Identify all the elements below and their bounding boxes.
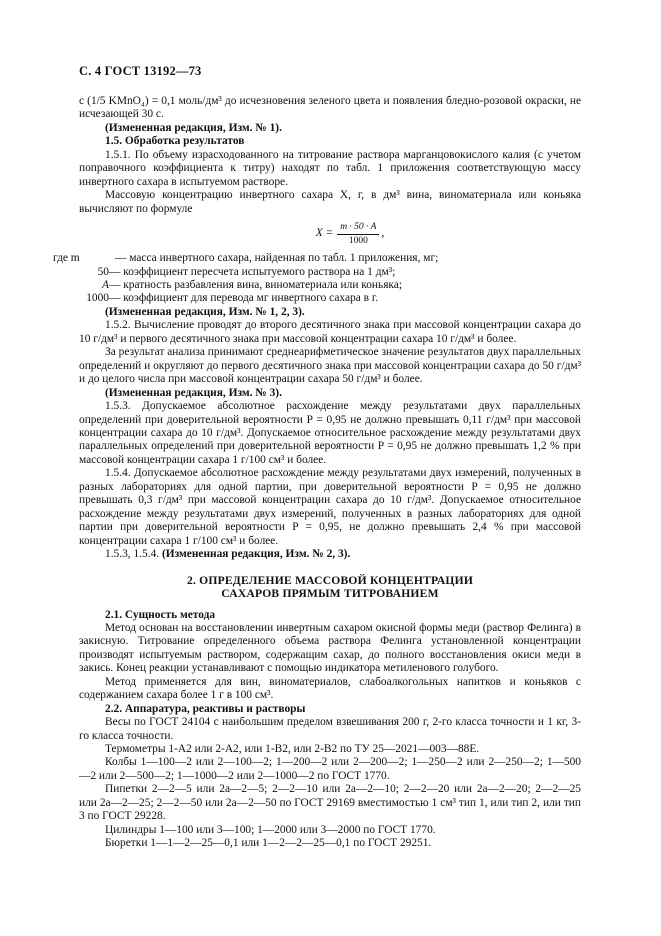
paragraph: Весы по ГОСТ 24104 с наибольшим пределом взвешивания 200 г, 2-го класса точности и 1 кг, 3-го класса точности.: [79, 716, 581, 742]
paragraph: Цилиндры 1—100 или 3—100; 1—2000 или 3—2000 по ГОСТ 1770.: [105, 823, 436, 836]
paragraph: Колбы 1—100—2 или 2—100—2; 1—200—2 или 2—200—2; 1—250—2 или 2—250—2; 1—500—2 или 2—500—2; 1—1000—2 или 2—1000—2 по ГОСТ 1770.: [79, 756, 581, 782]
legend-symbol: где m: [53, 252, 80, 265]
subsection-heading: 2.1. Сущность метода: [105, 608, 216, 621]
page-header: С. 4 ГОСТ 13192—73: [79, 64, 202, 78]
paragraph: Термометры 1-А2 или 2-А2, или 1-В2, или 2-В2 по ТУ 25—2021—003—88Е.: [105, 743, 480, 756]
section-title-line-2: САХАРОВ ПРЯМЫМ ТИТРОВАНИЕМ: [221, 587, 439, 600]
legend-text: — кратность разбавления вина, виноматериала или коньяка;: [109, 278, 403, 291]
legend-symbol: A: [102, 278, 109, 291]
legend-symbol: 1000: [86, 292, 109, 305]
amendment-note: (Измененная редакция, Изм. № 2, 3).: [161, 548, 351, 561]
formula-denominator: 1000: [348, 235, 368, 246]
subsection-heading: 1.5. Обработка результатов: [105, 135, 245, 148]
paragraph: 1.5.2. Вычисление проводят до второго десятичного знака при массовой концентрации сахара до 10 г/дм³ и первого десятичного знака при массовой концентрации сахара 10 г/дм³ и более.: [79, 319, 581, 345]
paragraph: Пипетки 2—2—5 или 2а—2—5; 2—2—10 или 2а—2—10; 2—2—20 или 2а—2—20; 2—2—25 или 2а—2—25; 2—2—50 или 2а—2—50 по ГОСТ 29169 вместимостью 1 см³ тип 1, или тип 2, или тип 3 по ГОСТ 29228.: [79, 783, 581, 823]
paragraph: Метод основан на восстановлении инвертным сахаром окисной формы меди (раствор Фелинга) в закисную. Титрование определенного объема раствора Фелинга установленной концентрации производят испытуемым раствором, содержащим сахар, до полного восстановления окиси меди в закись. Конец реакции устанавливают с помощью индикатора метиленового голубого.: [79, 621, 581, 675]
formula: [79, 218, 581, 250]
legend-text: — масса инвертного сахара, найденная по табл. 1 приложения, мг;: [115, 252, 439, 265]
paragraph: 1.5.4. Допускаемое абсолютное расхождение между результатами двух измерений, полученных в разных лабораториях для одной партии, при доверительной вероятности P = 0,95 не должно превышать 0,3 г/дм³ при массовой концентрации сахара до 10 г/дм³. Допускаемое относительное расхождение между результатами двух измерений, полученных в разных лабораториях для одной партии при доверительной вероятности P = 0,95, не должно превышать 2,4 % при массовой концентрации сахара 1 г/100 см³ и более.: [79, 467, 581, 547]
legend-item: [79, 279, 581, 292]
amendment-note: (Измененная редакция, Изм. № 1).: [105, 121, 282, 134]
section-title-line-1: 2. ОПРЕДЕЛЕНИЕ МАССОВОЙ КОНЦЕНТРАЦИИ: [186, 573, 474, 587]
legend-item: [79, 292, 581, 305]
legend-text: — коэффициент для перевода мг инвертного сахара в г.: [109, 292, 379, 305]
paragraph: Бюретки 1—1—2—25—0,1 или 1—2—2—25—0,1 по ГОСТ 29251.: [105, 837, 432, 850]
formula-comma: ,: [381, 227, 385, 240]
document-body: [53, 95, 581, 851]
paragraph: Массовую концентрацию инвертного сахара X, г, в дм³ вина, виноматериала или коньяка вычисляют по формуле: [79, 189, 581, 215]
paragraph: За результат анализа принимают среднеарифметическое значение результатов двух параллельных определений и округляют до первого десятичного знака при массовой концентрации сахара до 50 г/дм³ и до целого числа при массовой концентрации сахара 50 г/дм³ и более.: [79, 346, 581, 386]
paragraph: 1.5.3. Допускаемое абсолютное расхождение между результатами двух параллельных определений при доверительной вероятности P = 0,95 не должно превышать 0,11 г/дм³ при массовой концентрации сахара до 10 г/дм³. Допускаемое относительное расхождение между результатами двух параллельных определений при доверительной вероятности P = 0,95 не должно превышать 1,2 % при массовой концентрации сахара 1 г/100 см³ и более.: [79, 400, 581, 466]
amendment-note: (Измененная редакция, Изм. № 3).: [105, 386, 282, 399]
legend-item: [79, 266, 581, 279]
subsection-heading: 2.2. Аппаратура, реактивы и растворы: [105, 702, 306, 715]
section-title: [79, 574, 581, 601]
legend-text: — коэффициент пересчета испытуемого раствора на 1 дм³;: [109, 265, 396, 278]
legend-item: [53, 252, 581, 265]
paragraph: c (1/5 KMnO₄) = 0,1 моль/дм³ до исчезновения зеленого цвета и появления бледно-розовой окраски, не исчезающей 30 с.: [79, 95, 581, 121]
formula-numerator: m · 50 · A: [337, 222, 379, 235]
legend-symbol: 50: [97, 265, 109, 278]
clause-reference: 1.5.3, 1.5.4.: [105, 548, 160, 561]
formula-legend: [53, 252, 581, 306]
amendment-note: (Измененная редакция, Изм. № 1, 2, 3).: [105, 305, 305, 318]
paragraph: 1.5.1. По объему израсходованного на титрование раствора марганцовокислого калия (с учетом поправочного коэффициента к титру) находят по табл. 1 приложения соответствующую массу инвертного сахара в испытуемом растворе.: [79, 148, 581, 188]
paragraph: Метод применяется для вин, виноматериалов, слабоалкогольных напитков и коньяков с содержанием сахара более 1 г в 100 см³.: [79, 675, 581, 702]
formula-fraction: [337, 222, 379, 247]
formula-lhs: X =: [315, 227, 334, 240]
amendment-line: [79, 548, 581, 561]
